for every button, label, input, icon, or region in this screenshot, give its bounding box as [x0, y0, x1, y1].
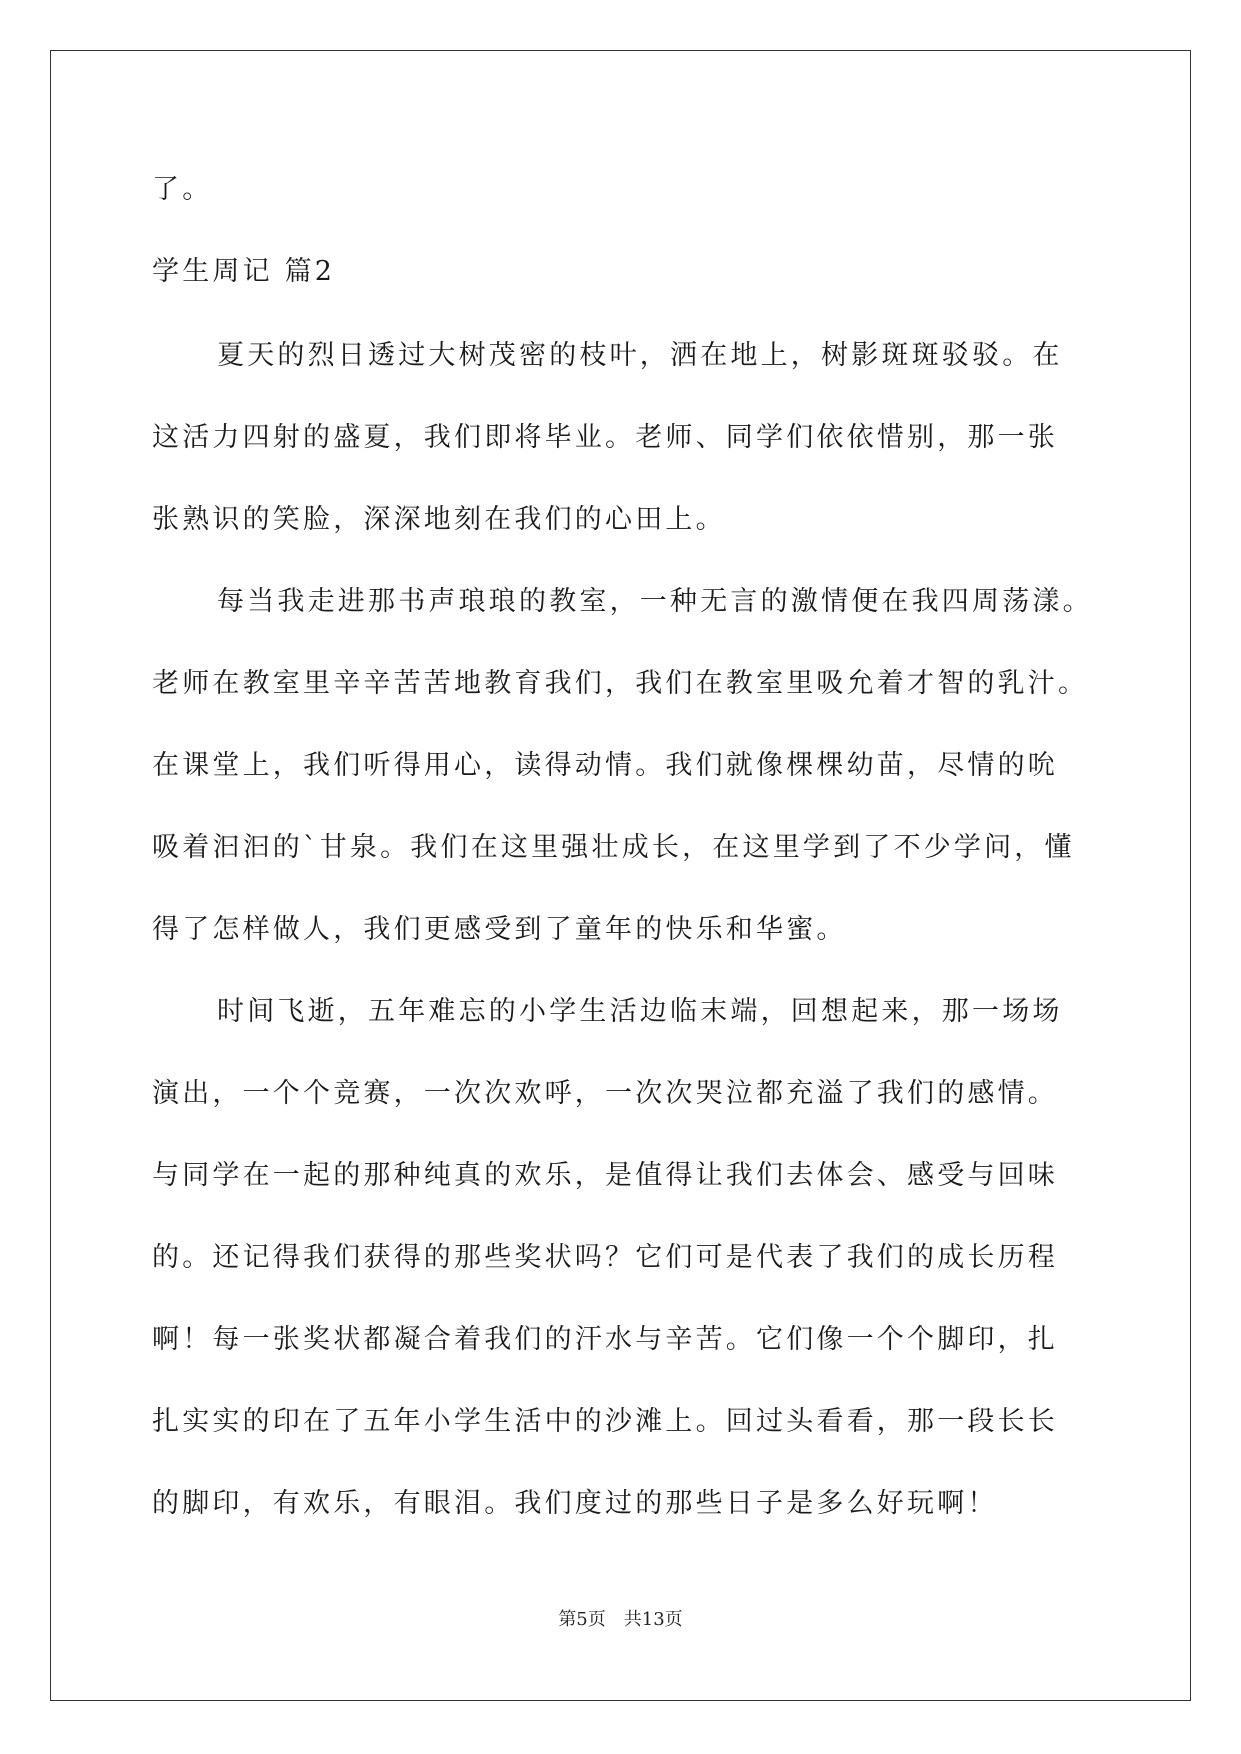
paragraph-2-line-2: 老师在教室里辛辛苦苦地教育我们，我们在教室里吸允着才智的乳汁。 — [152, 668, 1089, 699]
paragraph-2-line-3: 在课堂上，我们听得用心，读得动情。我们就像棵棵幼苗，尽情的吮 — [152, 750, 1058, 781]
paragraph-3-line-4: 的。还记得我们获得的那些奖状吗？它们可是代表了我们的成长历程 — [152, 1242, 1058, 1273]
section-heading: 学生周记 篇2 — [152, 256, 336, 287]
paragraph-3-line-7: 的脚印，有欢乐，有眼泪。我们度过的那些日子是多么好玩啊！ — [152, 1488, 998, 1519]
paragraph-3-line-2: 演出，一个个竞赛，一次次欢呼，一次次哭泣都充溢了我们的感情。 — [152, 1078, 1058, 1109]
paragraph-1-line-1: 夏天的烈日透过大树茂密的枝叶，洒在地上，树影斑斑驳驳。在 — [217, 340, 1063, 371]
paragraph-3-line-3: 与同学在一起的那种纯真的欢乐，是值得让我们去体会、感受与回味 — [152, 1160, 1058, 1191]
paragraph-2-line-5: 得了怎样做人，我们更感受到了童年的快乐和华蜜。 — [152, 914, 847, 945]
page-number-footer: 第5页 共13页 — [558, 1609, 683, 1630]
page-frame — [50, 50, 1191, 1701]
paragraph-1-line-3: 张熟识的笑脸，深深地刻在我们的心田上。 — [152, 504, 726, 535]
paragraph-2-line-1: 每当我走进那书声琅琅的教室，一种无言的激情便在我四周荡漾。 — [217, 586, 1093, 617]
paragraph-3-line-6: 扎实实的印在了五年小学生活中的沙滩上。回过头看看，那一段长长 — [152, 1406, 1058, 1437]
paragraph-1-line-2: 这活力四射的盛夏，我们即将毕业。老师、同学们依依惜别，那一张 — [152, 422, 1058, 453]
text-line-continuation: 了。 — [152, 174, 213, 205]
paragraph-2-line-4: 吸着汩汩的`甘泉。我们在这里强壮成长，在这里学到了不少学问，懂 — [152, 832, 1075, 863]
paragraph-3-line-5: 啊！每一张奖状都凝合着我们的汗水与辛苦。它们像一个个脚印，扎 — [152, 1324, 1058, 1355]
paragraph-3-line-1: 时间飞逝，五年难忘的小学生活边临末端，回想起来，那一场场 — [217, 996, 1063, 1027]
